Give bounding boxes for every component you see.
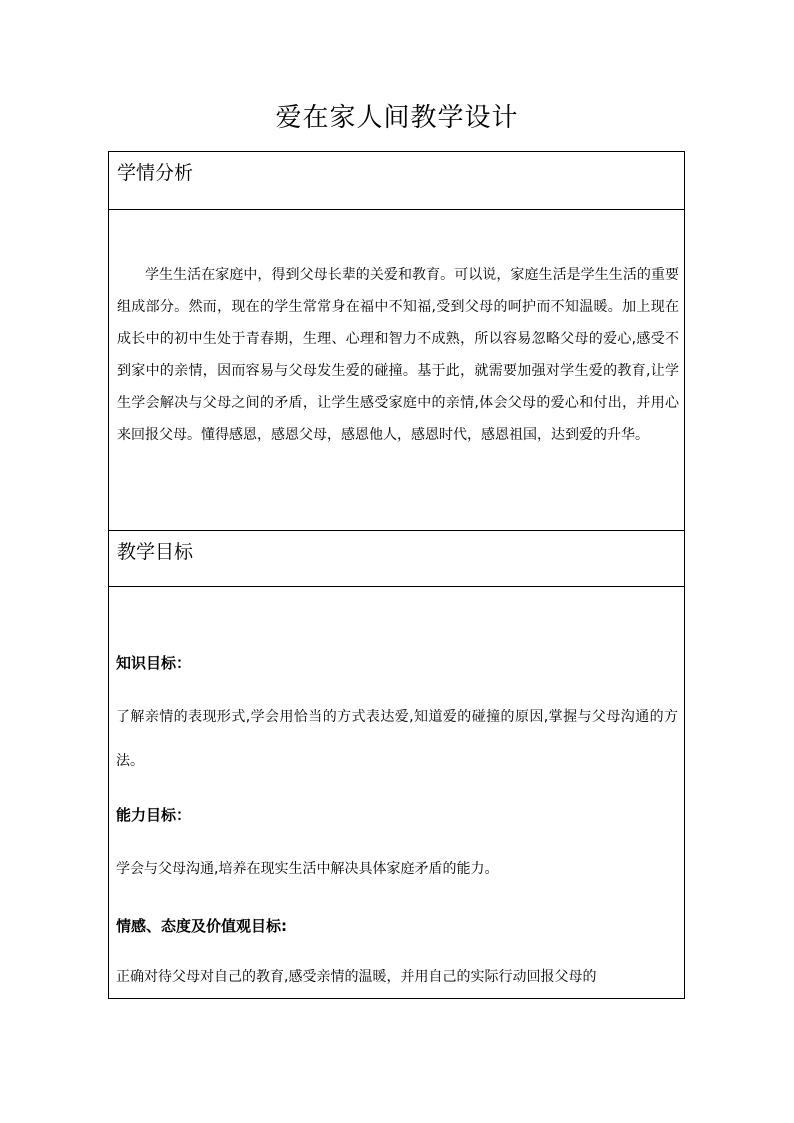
ability-goal-text: 学会与父母沟通,培养在现实生活中解决具体家庭矛盾的能力。 <box>116 861 499 877</box>
lesson-plan-table <box>108 151 685 999</box>
ability-goal-label: 能力目标： <box>116 806 192 824</box>
analysis-paragraph: 学生生活在家庭中，得到父母长辈的关爱和教育。可以说，家庭生活是学生生活的重要组成部分。然而，现在的学生常常身在福中不知福,受到父母的呵护而不知温暖。加上现在成长中的初中生处于青春期，生理、心理和智力不成熟，所以容易忽略父母的爱心,感受不到家中的亲情，因而容易与父母发生爱的碰撞。基于此，就需要加强对学生爱的教育,让学生学会解决与父母之间的矛盾，让学生感受家庭中的亲情,体会父母的爱心和付出，并用心来回报父母。懂得感恩，感恩父母，感恩他人，感恩时代，感恩祖国，达到爱的升华。 <box>117 267 679 443</box>
document-title: 爱在家人间教学设计 <box>275 103 519 133</box>
section-header-objectives <box>109 531 684 587</box>
section-header-analysis <box>109 152 684 210</box>
knowledge-goal-label: 知识目标： <box>116 654 192 672</box>
section-heading: 教学目标 <box>117 541 194 563</box>
section-body-analysis <box>109 210 684 531</box>
emotion-goal-label: 情感、态度及价值观目标: <box>116 917 287 935</box>
section-body-objectives <box>109 587 684 998</box>
section-heading: 学情分析 <box>117 162 194 184</box>
emotion-goal-text: 正确对待父母对自己的教育,感受亲情的温暖，并用自己的实际行动回报父母的 <box>116 969 597 985</box>
knowledge-goal-text: 了解亲情的表现形式,学会用恰当的方式表达爱,知道爱的碰撞的原因,掌握与父母沟通的方法。 <box>116 709 678 769</box>
